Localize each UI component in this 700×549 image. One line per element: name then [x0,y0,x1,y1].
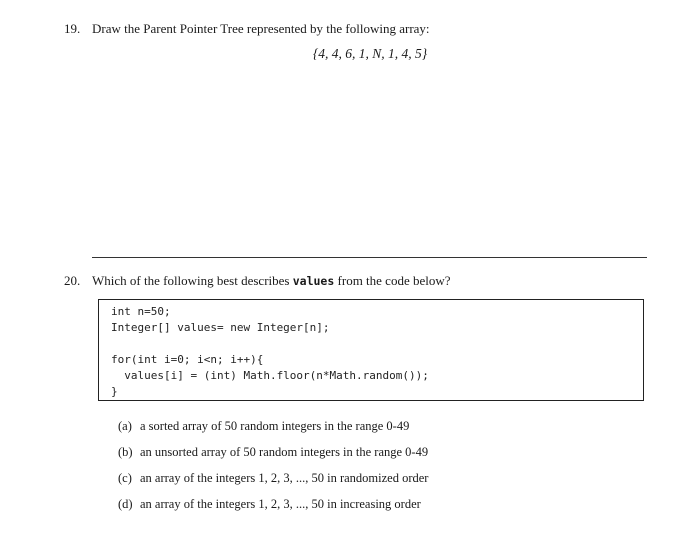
option-text: an unsorted array of 50 random integers in the range 0-49 [140,445,429,459]
question-20-prompt-code: values [292,274,335,288]
code-line: Integer[] values= new Integer[n]; [111,321,330,334]
option-text: an array of the integers 1, 2, 3, ..., 50 in increasing order [140,497,421,511]
code-line: values[i] = (int) Math.floor(n*Math.random()); [111,369,429,382]
option-text: a sorted array of 50 random integers in the range 0-49 [140,419,410,433]
question-20-number: 20. [64,273,81,288]
question-20 [64,273,451,289]
question-19 [64,21,430,37]
question-19-array: {4, 4, 6, 1, N, 1, 4, 5} [312,46,428,61]
option-text: an array of the integers 1, 2, 3, ..., 50 in randomized order [140,471,429,485]
question-19-number: 19. [64,21,81,36]
code-line: for(int i=0; i<n; i++){ [111,353,264,366]
answer-option-b [118,445,428,460]
answer-option-a [118,419,409,434]
code-listing [111,304,643,400]
answer-option-d [118,497,421,512]
code-line: } [111,385,118,398]
option-label: (a) [118,419,132,433]
option-label: (b) [118,445,133,459]
code-block [98,299,644,401]
question-19-prompt: Draw the Parent Pointer Tree represented by the following array: [92,21,430,36]
option-label: (d) [118,497,133,511]
question-20-prompt-before: Which of the following best describes [92,273,293,288]
option-label: (c) [118,471,132,485]
code-line [111,336,643,352]
section-divider [92,257,647,258]
answer-option-c [118,471,428,486]
code-line: int n=50; [111,305,171,318]
question-20-prompt-after: from the code below? [334,273,451,288]
